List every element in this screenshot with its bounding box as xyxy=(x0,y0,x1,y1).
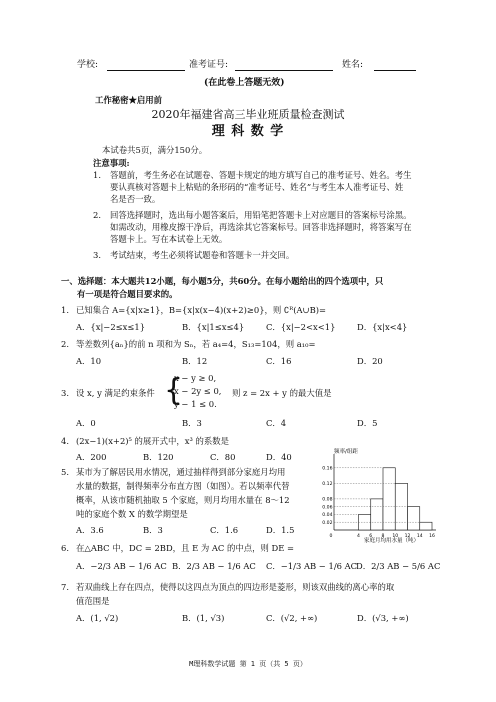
q3-constraint-1: x − y ≥ 0, xyxy=(174,373,217,383)
y-tick-label: 0.08 xyxy=(322,497,333,503)
x-tick-label: 12 xyxy=(404,534,411,539)
x-tick-label: 16 xyxy=(429,534,435,539)
note-1-num: 1. xyxy=(93,170,101,180)
q1-option-b[interactable]: B．{x|1≤x≤4} xyxy=(182,322,245,332)
q7-num: 7. xyxy=(61,582,69,592)
x-tick-label: 10 xyxy=(392,534,399,539)
q6-stem: 在△ABC 中，DC = 2BD，且 E 为 AC 的中点，则 DE = xyxy=(76,543,295,553)
notice: (在此卷上答题无效) xyxy=(204,78,285,88)
note-2-num: 2. xyxy=(93,210,101,220)
q4-option-d[interactable]: D．40 xyxy=(266,452,292,462)
q6-option-b[interactable]: B．2/3 AB − 1/6 AC xyxy=(172,561,256,571)
section1-line-2: 有一项是符合题目要求的。 xyxy=(77,289,178,299)
subject-title: 理 科 数 学 xyxy=(211,124,285,139)
q3-option-c[interactable]: C．4 xyxy=(266,418,287,428)
name-label: 姓名: xyxy=(342,60,364,70)
chart-ylabel: 频率/组距 xyxy=(334,449,358,455)
q4-option-b[interactable]: B．120 xyxy=(143,452,174,462)
q7-option-c[interactable]: C．(√2, +∞) xyxy=(266,613,318,623)
q7-line-1: 若双曲线上存在四点，使得以这四点为顶点的四边形是菱形，则该双曲线的离心率的取 xyxy=(76,582,395,592)
histogram-bar xyxy=(383,468,395,530)
q5-line-3: 概率，从该市随机抽取 5 个家庭，则月均用水量在 8～12 xyxy=(76,495,290,505)
histogram-bar xyxy=(371,499,383,530)
histogram-bar xyxy=(420,522,432,530)
q5-option-c[interactable]: C．1.6 xyxy=(210,525,239,535)
exam-title: 2020年福建省高三毕业班质量检查测试 xyxy=(151,108,345,121)
q5-option-a[interactable]: A．3.6 xyxy=(76,525,104,535)
y-tick-label: 0.02 xyxy=(322,521,333,527)
q2-option-d[interactable]: D．20 xyxy=(357,356,383,366)
note-3-line-1: 考试结束，考生必须将试题卷和答题卡一并交回。 xyxy=(110,250,295,260)
q6-num: 6. xyxy=(61,543,69,553)
q1-option-c[interactable]: C．{x|−2<x<1} xyxy=(266,322,336,332)
note-3-num: 3. xyxy=(93,250,101,260)
q5-line-4: 吨的家庭个数 X 的数学期望是 xyxy=(76,509,188,519)
note-1-line-1: 答题前，考生务必在试题卷、答题卡规定的地方填写自己的准考证号、姓名。考生 xyxy=(110,170,412,180)
q6-option-d[interactable]: D．2/3 AB − 5/6 AC xyxy=(356,561,441,571)
note-2-line-3: 答题卡上。写在本试卷上无效。 xyxy=(110,234,228,244)
section1-line-1: 一、选择题：本大题共12小题，每小题5分，共60分。在每小题给出的四个选项中，只 xyxy=(61,276,384,286)
histogram-bar xyxy=(408,507,420,530)
q4-option-c[interactable]: C．80 xyxy=(210,452,236,462)
x-tick-label: 14 xyxy=(416,534,423,539)
school-label: 学校: xyxy=(77,60,99,70)
q7-option-b[interactable]: B．(1, √3) xyxy=(182,613,225,623)
school-field[interactable] xyxy=(107,70,185,71)
note-2-line-2: 如需改动，用橡皮擦干净后，再选涂其它答案标号。回答非选择题时，将答案写在 xyxy=(110,222,412,232)
q2-option-c[interactable]: C．16 xyxy=(266,356,292,366)
note-1-line-2: 要认真核对答题卡上粘贴的条形码的“准考证号、姓名”与考生本人准考证号、姓 xyxy=(110,182,404,192)
page-footer: M理科数学试题 第 1 页（共 5 页） xyxy=(189,660,307,668)
exam-no-field[interactable] xyxy=(235,70,333,71)
q3-brace: { xyxy=(164,373,184,408)
q5-num: 5. xyxy=(61,467,69,477)
q6-option-a[interactable]: A．−2/3 AB − 1/6 AC xyxy=(76,561,167,571)
q3-option-d[interactable]: D．5 xyxy=(357,418,378,428)
name-field[interactable] xyxy=(374,70,416,71)
note-2-line-1: 回答选择题时，选出每小题答案后，用铅笔把答题卡上对应题目的答案标号涂黑。 xyxy=(110,210,412,220)
q3-option-b[interactable]: B．3 xyxy=(182,418,202,428)
intro-text: 本试卷共5页，满分150分。 xyxy=(102,145,208,155)
q3-stem-pre: 设 x, y 满足约束条件 xyxy=(76,388,155,398)
secret-label: 工作秘密★启用前 xyxy=(95,95,162,105)
x-tick-label: 8 xyxy=(381,534,385,539)
q7-option-d[interactable]: D．(√3, +∞) xyxy=(357,613,409,623)
water-usage-histogram xyxy=(318,446,440,546)
y-tick-label: 0.16 xyxy=(322,466,333,472)
q3-constraint-3: y − 1 ≤ 0. xyxy=(174,399,217,409)
x-tick-label: 4 xyxy=(357,534,360,539)
q1-num: 1. xyxy=(61,305,69,315)
y-tick-label: 0.12 xyxy=(322,482,333,488)
q2-num: 2. xyxy=(61,339,69,349)
q3-num: 3. xyxy=(61,388,69,398)
q6-option-c[interactable]: C．−1/3 AB − 1/6 AC xyxy=(266,561,358,571)
q5-line-1: 某市为了解居民用水情况，通过抽样得到部分家庭月均用 xyxy=(76,467,286,477)
chart-xlabel: 家庭月均用水量（吨） xyxy=(364,538,420,544)
note-1-line-3: 名是否一致。 xyxy=(110,194,161,204)
q1-option-a[interactable]: A．{x|−2≤x≤1} xyxy=(76,322,146,332)
q5-option-b[interactable]: B．3 xyxy=(143,525,163,535)
notes-heading: 注意事项: xyxy=(93,158,130,168)
q3-option-a[interactable]: A．0 xyxy=(76,418,96,428)
x-tick-label: 6 xyxy=(369,534,373,539)
q2-stem: 等差数列{aₙ}的前 n 项和为 Sₙ，若 a₄=4，S₁₃=104，则 a₁₀= xyxy=(76,339,316,349)
q2-option-b[interactable]: B．12 xyxy=(182,356,208,366)
q3-constraint-2: x − 2y ≤ 0, xyxy=(174,386,222,396)
exam-no-label: 准考证号: xyxy=(189,60,229,70)
q2-option-a[interactable]: A．10 xyxy=(76,356,102,366)
q4-stem: (2x−1)(x+2)⁵ 的展开式中，x³ 的系数是 xyxy=(76,436,230,446)
q4-num: 4. xyxy=(61,436,69,446)
q1-option-d[interactable]: D．{x|x<4} xyxy=(357,322,408,332)
q7-option-a[interactable]: A．(1, √2) xyxy=(76,613,119,623)
q5-line-2: 水量的数据，制得频率分布直方图（如图）。若以频率代替 xyxy=(76,481,290,491)
y-tick-label: 0.04 xyxy=(322,513,333,519)
q4-option-a[interactable]: A．200 xyxy=(76,452,107,462)
q1-stem: 已知集合 A={x|x≥1}，B={x|x(x−4)(x+2)≥0}，则 ∁ᴿ(A∪B)= xyxy=(76,305,327,315)
y-tick-label: 0.06 xyxy=(322,505,333,511)
q3-stem-post: 则 z = 2x + y 的最大值是 xyxy=(232,388,332,398)
x-tick-label: 0 xyxy=(329,534,333,539)
q5-option-d[interactable]: D．1.5 xyxy=(266,525,295,535)
q7-line-2: 值范围是 xyxy=(76,596,110,606)
